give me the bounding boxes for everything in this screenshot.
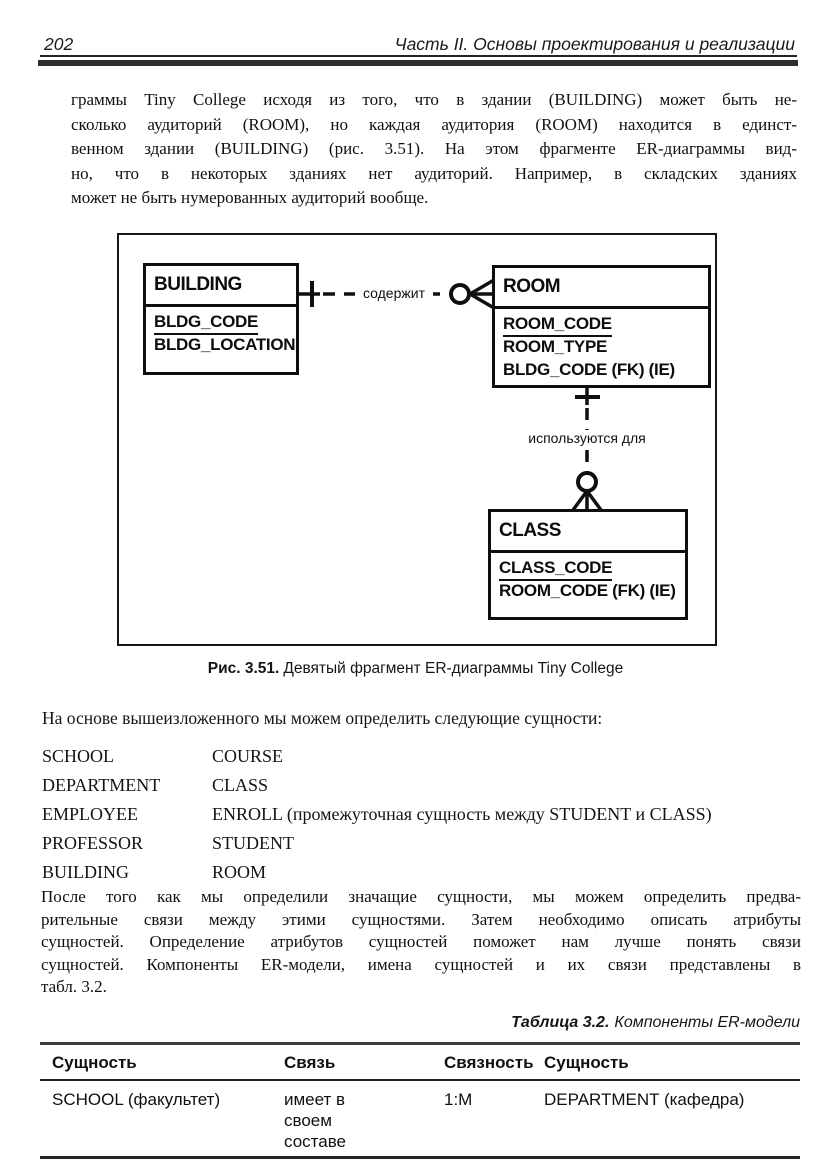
column-header: Связь [272,1044,432,1081]
entity-list-item: ENROLL (промежуточная сущность между STUDENT и CLASS) [212,804,712,824]
entity-list-row [42,858,802,887]
table-caption-label: Таблица 3.2. [511,1014,610,1031]
entity-box-room [492,265,711,388]
crow-foot [573,491,587,510]
entity-name: CLASS [491,512,685,553]
entity-box-building [143,263,299,375]
attribute: BLDG_CODE (FK) (IE) [503,360,675,379]
entity-list-row [42,742,802,771]
optional-circle [578,473,596,491]
table-caption [42,1014,800,1032]
relationship-used-for-line [573,387,601,510]
entity-name: ROOM [495,268,708,309]
entities-intro: На основе вышеизложенного мы можем определить следующие сущности: [42,708,603,728]
paragraph-line: но, что в некоторых зданиях нет аудиторий. Например, в складских зданиях [71,163,797,183]
entity-list-item: ROOM [212,862,267,882]
entity-list-item: DEPARTMENT [42,775,161,795]
entity-box-class [488,509,688,620]
attribute-primary-key: ROOM_CODE [503,313,612,337]
table-cell: SCHOOL (факультет) [52,1090,221,1109]
paragraph-line: может не быть нумерованных аудиторий вообще. [71,188,429,208]
relationship-label-used-for: используются для [521,430,653,447]
attribute-primary-key: CLASS_CODE [499,557,612,581]
er-diagram-figure [117,233,717,646]
figure-caption [0,660,831,678]
entity-list-row [42,829,802,858]
entity-list-item: BUILDING [42,862,129,882]
paragraph-line: После того как мы определили значащие сущности, мы можем определить предва- [41,887,801,906]
table-cell: DEPARTMENT (кафедра) [544,1090,745,1109]
column-header: Связность [432,1044,532,1081]
entity-list-item: CLASS [212,775,269,795]
column-header: Сущность [40,1044,272,1081]
crow-foot [470,280,494,294]
entity-list-item: COURSE [212,746,284,766]
header-rule-thin [40,55,797,57]
table-cell: 1:M [444,1090,473,1109]
table-header-row [40,1044,800,1081]
paragraph-line: табл. 3.2. [41,977,107,997]
page-number: 202 [44,34,74,54]
table-caption-text: Компоненты ER-модели [614,1014,800,1031]
entity-list-item: PROFESSOR [42,833,144,853]
relations-paragraph [41,886,801,999]
paragraph-line: сущностей. Определение атрибутов сущностей поможет нам лучше понять связи [41,932,801,952]
figure-caption-label: Рис. 3.51. [207,660,280,677]
paragraph-line: сколько аудиторий (ROOM), но каждая аудитория (ROOM) находится в единст- [71,114,797,134]
entity-name: BUILDING [146,266,296,307]
column-header: Сущность [532,1044,800,1081]
attribute-primary-key: BLDG_CODE [154,311,258,335]
er-components-table [40,1042,800,1159]
paragraph-line: рительные связи между этими сущностями. Затем необходимо описать атрибуты [41,909,801,929]
header-rule-thick [38,60,798,66]
attribute: BLDG_LOCATION [154,335,296,354]
entity-list-item: STUDENT [212,833,294,853]
running-head [44,34,795,55]
entity-list-item: EMPLOYEE [42,804,138,824]
entity-list-row [42,800,802,829]
table-cell: имеет в своем составе [284,1090,346,1151]
intro-paragraph [71,88,797,211]
relationship-label-contains: содержит [355,285,433,302]
paragraph-line: граммы Tiny College исходя из того, что в здании (BUILDING) может быть не- [71,90,797,109]
entity-list-row [42,771,802,800]
paragraph-line: сущностей. Компоненты ER-модели, имена сущностей и их связи представлены в [41,954,801,974]
paragraph-line: венном здании (BUILDING) (рис. 3.51). На этом фрагменте ER-диаграммы вид- [71,139,797,159]
attribute: ROOM_CODE (FK) (IE) [499,581,676,600]
table-row [40,1080,800,1158]
optional-circle [451,285,469,303]
entity-list-item: SCHOOL [42,746,115,766]
entity-list [42,742,802,887]
chapter-title: Часть II. Основы проектирования и реализации [394,34,795,54]
figure-caption-text: Девятый фрагмент ER-диаграммы Tiny College [283,660,624,677]
attribute: ROOM_TYPE [503,337,608,356]
